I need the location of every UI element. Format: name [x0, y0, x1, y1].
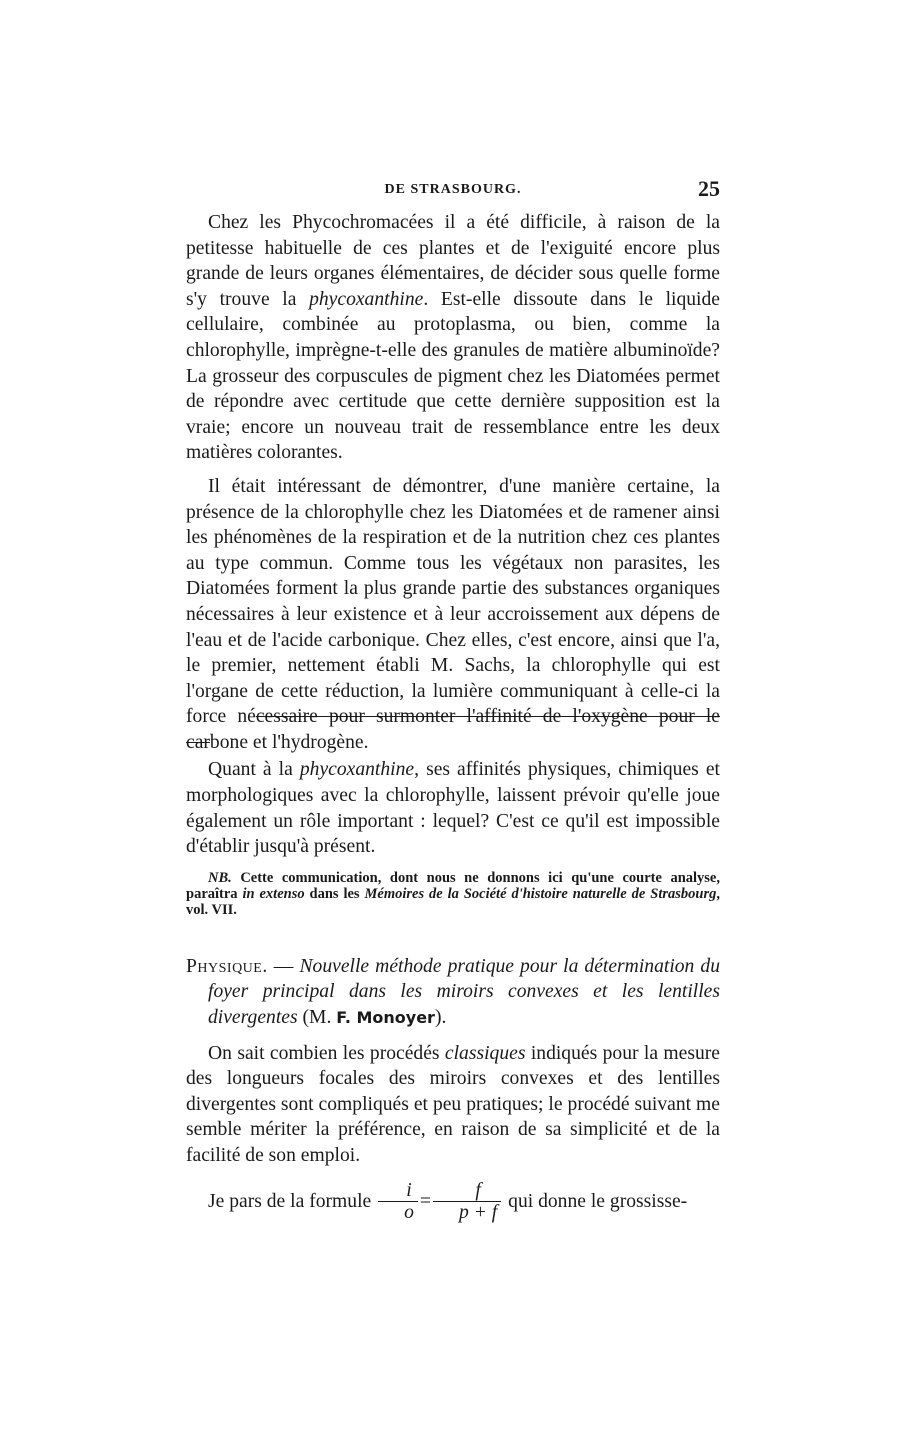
paragraph-text: . Est-elle dissoute dans le liquide cellulaire, combinée au protoplasma, ou bien, comme la chlorophylle, imprègne-t-elle des granules de matière albuminoïde? La grosseur des corpuscules de pigment chez les Diatomées permet de répondre avec certitude que cette dernière supposition est la vraie; encore un nouveau trait de ressemblance entre les deux matières colorantes. [186, 288, 720, 464]
page-number: 25 [698, 176, 720, 201]
section-label: Physique. [186, 955, 268, 977]
paragraph-formula [186, 1181, 720, 1224]
note-text: dans les [304, 885, 365, 902]
italic-term: in extenso [242, 885, 305, 902]
paragraph-chlorophylle [186, 474, 720, 756]
paragraph-text: Il était intéressant de démontrer, d'une manière certaine, la présence de la chlorophylle chez les Diatomées et de ramener ainsi les phénomènes de la respiration et de la nutrition chez ces plantes au type commun. Comme tous les végétaux non parasites, les Diatomées forment la plus grande partie des substances organiques nécessaires à leur existence et à leur accroissement aux dépens de l'eau et de l'acide carbonique. Chez elles, c'est encore, ainsi que l'a, le premier, nettement établi M. Sachs, la chlorophylle qui est l'organe de cette réduction, la lumière communiquant à celle-ci la force né [186, 475, 720, 728]
section-title: Nouvelle méthode pratique pour la détermination du foyer principal dans les miroirs convexes et les lentilles divergentes [208, 955, 721, 1029]
italic-term: phycoxanthine [299, 759, 415, 781]
struck-text: cessaire pour surmonter l'affinité de l'oxygène pour le car [186, 706, 721, 753]
footnote-nb [186, 870, 720, 918]
heading-dash: — [267, 955, 300, 977]
paragraph-procedes [186, 1041, 720, 1169]
paragraph-text: Je pars de la formule [208, 1190, 377, 1212]
author-prefix: (M. [297, 1007, 337, 1029]
running-head [186, 176, 720, 206]
paragraph-text: Quant à la [208, 759, 300, 781]
note-text: , vol. VII. [186, 885, 720, 918]
author-name: F. Monoyer [336, 1008, 435, 1028]
paragraph-text: indiqués pour la mesure des longueurs focales des miroirs convexes et des lentilles divergentes sont compliqués et peu pratiques; le procédé suivant me semble mériter la préférence, en raison de sa simplicité et de la facilité de son emploi. [186, 1042, 720, 1166]
paragraph-text: On sait combien les procédés [208, 1042, 445, 1064]
fraction-f-over-p-plus-f [433, 1181, 501, 1224]
italic-term: Mémoires de la Société d'histoire naturelle de Strasbourg [364, 885, 717, 902]
author-suffix: ). [434, 1007, 447, 1029]
section-heading [186, 954, 720, 1031]
paragraph-phycoxanthine [186, 757, 720, 859]
paragraph-text: Chez les Phycochromacées il a été difficile, à raison de la petitesse habituelle de ces plantes et de l'exiguité encore plus grande de leurs organes élémentaires, de décider sous quelle forme s'y trouve la [186, 212, 720, 310]
paragraph-text: , ses affinités physiques, chimiques et morphologiques avec la chlorophylle, laissent prévoir qu'elle joue également un rôle important : lequel? C'est ce qu'il est impossible d'établir jusqu'à présent. [186, 759, 720, 858]
body-text [186, 210, 720, 1232]
equals-sign: = [419, 1190, 431, 1212]
fraction-i-over-o [378, 1181, 418, 1224]
paragraph-text: qui donne le grossisse- [503, 1190, 688, 1212]
fraction-numerator: f [433, 1181, 501, 1202]
note-label: NB. [208, 869, 232, 886]
fraction-denominator: o [404, 1201, 414, 1223]
note-text: Cette communication, dont nous ne donnons ici qu'une courte analyse, paraîtra [186, 869, 720, 902]
italic-term: phycoxanthine [309, 288, 424, 310]
italic-term: classiques [444, 1042, 526, 1064]
running-title: DE STRASBOURG. [384, 182, 522, 197]
paragraph-phycochromacees [186, 210, 720, 466]
fraction-denominator: p + f [458, 1201, 498, 1223]
paragraph-text: bone et l'hydrogène. [209, 731, 369, 753]
fraction-numerator: i [378, 1181, 418, 1202]
